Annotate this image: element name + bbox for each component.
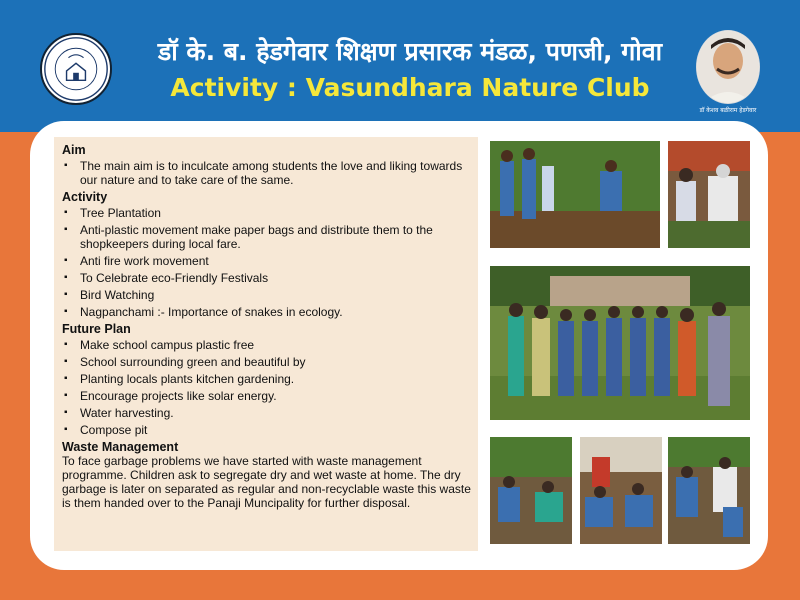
waste-management-heading: Waste Management <box>62 440 179 454</box>
photo-planting-1 <box>490 437 572 544</box>
list-item: ▪ Anti-plastic movement make paper bags and distribute them to the shopkeepers during local fare. <box>62 223 474 251</box>
founder-portrait <box>696 30 760 104</box>
photo-planting-3 <box>668 437 750 544</box>
photo-group-with-saplings <box>490 266 750 420</box>
activity-list <box>62 206 474 319</box>
list-item: ▪ Encourage projects like solar energy. <box>62 389 474 403</box>
list-item: ▪ Anti fire work movement <box>62 254 474 268</box>
list-item: ▪ Water harvesting. <box>62 406 474 420</box>
portrait-caption: डॉ केशव बळीराम हेडगेवार <box>699 107 757 114</box>
aim-heading: Aim <box>62 143 86 157</box>
activity-heading: Activity <box>62 190 108 204</box>
list-item: ▪ Tree Plantation <box>62 206 474 220</box>
school-logo <box>40 33 112 105</box>
waste-management-paragraph: To face garbage problems we have started with waste management programme. Children ask to segregate dry and wet waste at home. The dry garbage is later on separated as regular and non-recyclable waste this waste is them handed over to the Panaji Muncipality for further disposal. <box>62 454 471 510</box>
future-plan-heading: Future Plan <box>62 322 131 336</box>
aim-list <box>62 159 474 187</box>
list-item: ▪ The main aim is to inculcate among students the love and liking towards our nature and to take care of the same. <box>62 159 474 187</box>
list-item: ▪ Compose pit <box>62 423 474 437</box>
list-item: ▪ Nagpanchami :- Importance of snakes in ecology. <box>62 305 474 319</box>
list-item: ▪ To Celebrate eco-Friendly Festivals <box>62 271 474 285</box>
list-item: ▪ School surrounding green and beautiful by <box>62 355 474 369</box>
institution-title: डॉ के. ब. हेडगेवार शिक्षण प्रसारक मंडळ, पणजी, गोवा <box>157 37 663 66</box>
list-item: ▪ Make school campus plastic free <box>62 338 474 352</box>
content-text <box>62 141 474 510</box>
list-item: ▪ Planting locals plants kitchen gardening. <box>62 372 474 386</box>
photo-students-planting <box>490 141 660 248</box>
list-item: ▪ Bird Watching <box>62 288 474 302</box>
photo-teachers-planting <box>668 141 750 248</box>
activity-subtitle: Activity : Vasundhara Nature Club <box>170 73 650 102</box>
photo-planting-2 <box>580 437 662 544</box>
future-plan-list <box>62 338 474 437</box>
